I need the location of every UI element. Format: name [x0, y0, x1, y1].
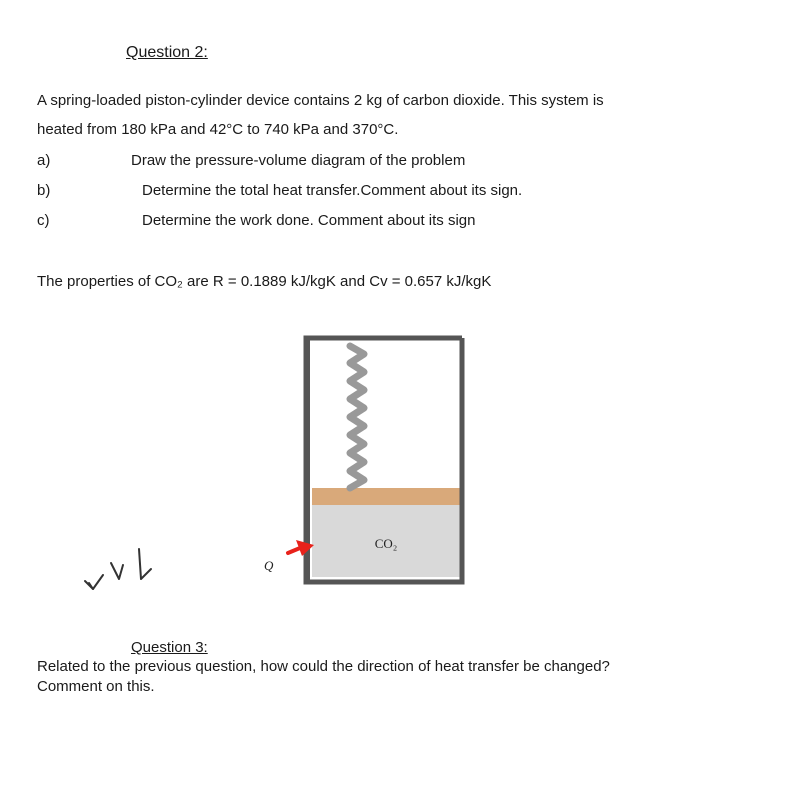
heat-arrow-icon	[288, 540, 314, 556]
piston	[312, 488, 460, 505]
question-2-heading: Question 2:	[126, 44, 208, 61]
item-c-letter: c)	[37, 212, 50, 229]
piston-cylinder-figure	[240, 330, 480, 590]
item-c-text: Determine the work done. Comment about its sign	[142, 212, 476, 229]
item-a-letter: a)	[37, 152, 51, 169]
co2-properties: The properties of CO₂ are R = 0.1889 kJ/kgK and Cv = 0.657 kJ/kgK	[37, 273, 492, 290]
question-3-line-2: Comment on this.	[37, 678, 155, 695]
spring	[350, 346, 364, 488]
question-3-heading: Question 3:	[131, 639, 208, 656]
question-2-intro-line-2: heated from 180 kPa and 42°C to 740 kPa and 370°C.	[37, 121, 399, 138]
item-b-text: Determine the total heat transfer.Comment about its sign.	[142, 182, 523, 199]
item-b-letter: b)	[37, 182, 51, 199]
item-a-text: Draw the pressure-volume diagram of the problem	[131, 152, 466, 169]
question-3-line-1: Related to the previous question, how could the direction of heat transfer be changed?	[37, 658, 610, 675]
gas-label: CO₂	[374, 536, 398, 551]
heat-label: Q	[264, 558, 274, 573]
handwritten-arrows	[75, 545, 185, 595]
question-2-intro-line-1: A spring-loaded piston-cylinder device contains 2 kg of carbon dioxide. This system is	[37, 92, 604, 109]
